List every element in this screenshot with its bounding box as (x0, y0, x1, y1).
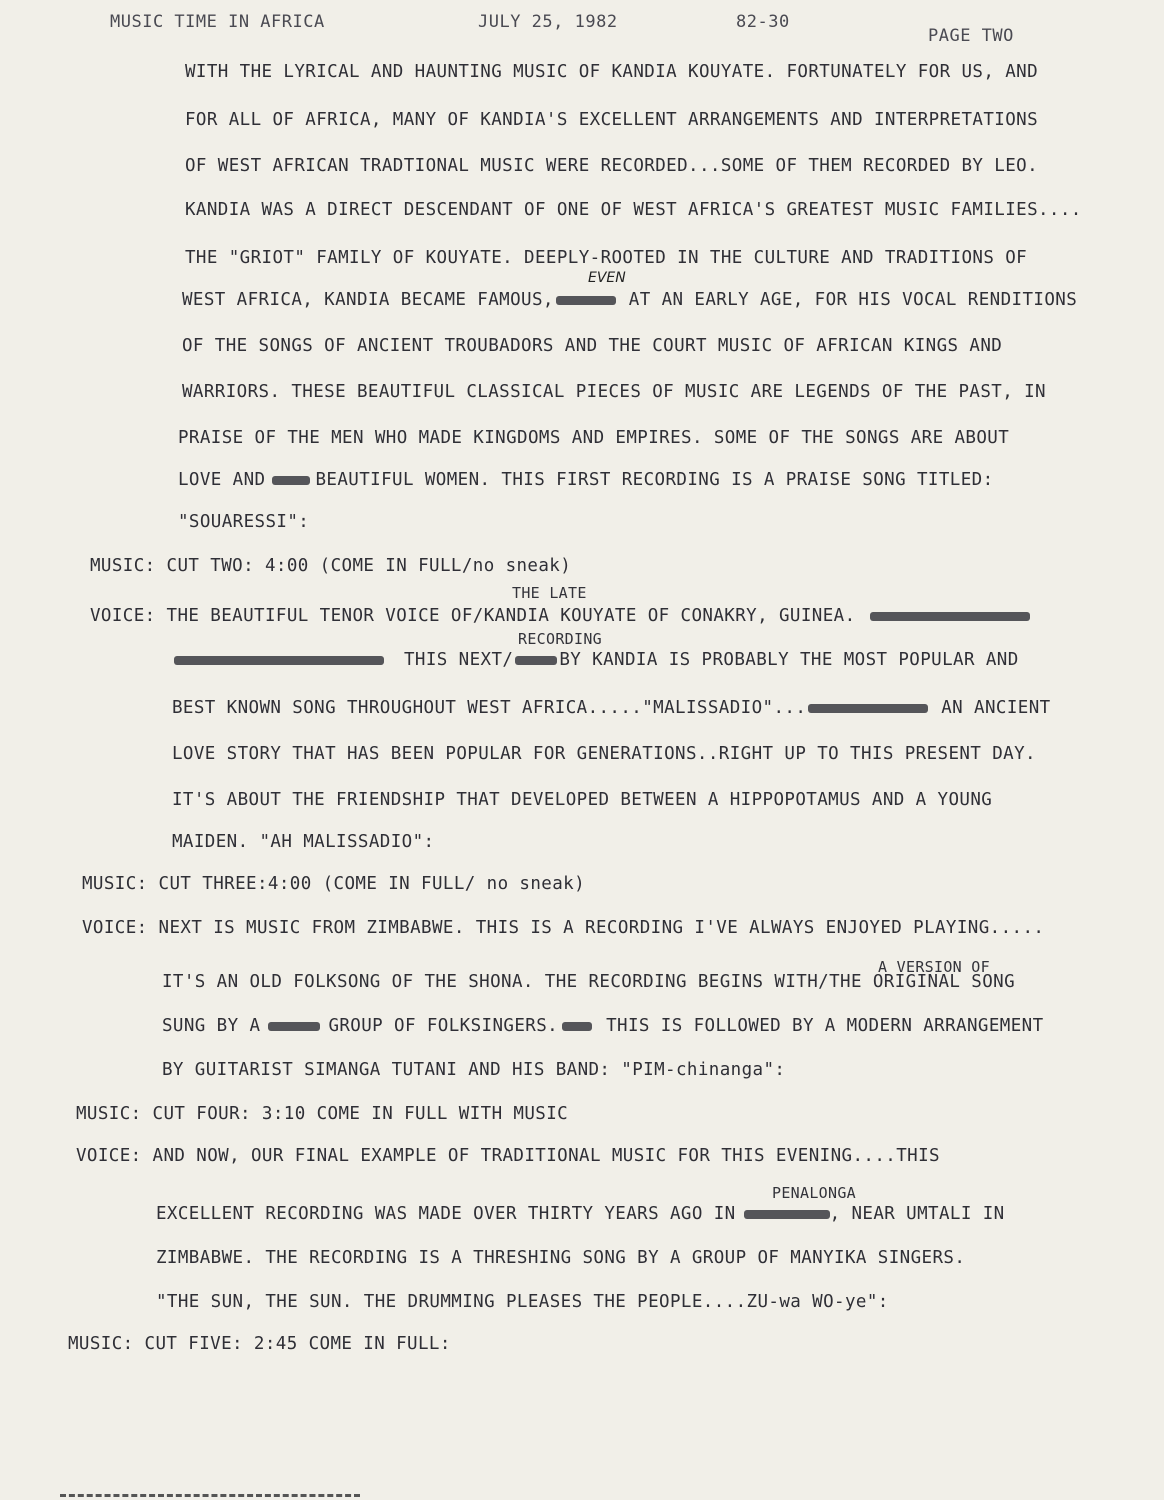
typed-insertion: RECORDING (518, 630, 602, 648)
text-segment: BEST KNOWN SONG THROUGHOUT WEST AFRICA....."MALISSADIO"... (172, 698, 807, 718)
redaction-mark (556, 296, 616, 305)
text-line (182, 290, 1077, 310)
text-line (162, 1016, 1044, 1036)
text-line: THE "GRIOT" FAMILY OF KOUYATE. DEEPLY-ROOTED IN THE CULTURE AND TRADITIONS OF (185, 248, 1028, 268)
header-page: PAGE TWO (928, 26, 1014, 46)
redaction-mark (515, 656, 557, 665)
text-line: BY GUITARIST SIMANGA TUTANI AND HIS BAND: "PIM-chinanga": (162, 1060, 786, 1080)
text-segment: AN ANCIENT (941, 698, 1051, 718)
text-segment: LOVE AND (178, 470, 266, 490)
text-segment: , NEAR UMTALI IN (829, 1204, 1005, 1224)
text-segment: THIS NEXT/ (404, 650, 514, 670)
text-line: VOICE: AND NOW, OUR FINAL EXAMPLE OF TRADITIONAL MUSIC FOR THIS EVENING....THIS (76, 1146, 940, 1166)
text-line (90, 606, 1032, 626)
text-line: IT'S ABOUT THE FRIENDSHIP THAT DEVELOPED BETWEEN A HIPPOPOTAMUS AND A YOUNG (172, 790, 993, 810)
text-segment: SUNG BY A (162, 1016, 261, 1036)
text-line: KANDIA WAS A DIRECT DESCENDANT OF ONE OF WEST AFRICA'S GREATEST MUSIC FAMILIES.... (185, 200, 1082, 220)
text-line: MUSIC: CUT THREE:4:00 (COME IN FULL/ no sneak) (82, 874, 586, 894)
header-number: 82-30 (736, 12, 790, 32)
text-line: MUSIC: CUT TWO: 4:00 (COME IN FULL/no sneak) (90, 556, 572, 576)
text-line: PRAISE OF THE MEN WHO MADE KINGDOMS AND EMPIRES. SOME OF THE SONGS ARE ABOUT (178, 428, 1010, 448)
text-segment: BY KANDIA IS PROBABLY THE MOST POPULAR AND (559, 650, 1019, 670)
page-edge-dashes (60, 1494, 360, 1500)
header-date: JULY 25, 1982 (478, 12, 618, 32)
text-line: OF WEST AFRICAN TRADTIONAL MUSIC WERE RECORDED...SOME OF THEM RECORDED BY LEO. (185, 156, 1038, 176)
typed-insertion: THE LATE (512, 584, 587, 602)
text-line: LOVE STORY THAT HAS BEEN POPULAR FOR GENERATIONS..RIGHT UP TO THIS PRESENT DAY. (172, 744, 1036, 764)
text-segment: VOICE: THE BEAUTIFUL TENOR VOICE OF/KANDIA KOUYATE OF CONAKRY, GUINEA. (90, 606, 856, 626)
redaction-mark (272, 476, 310, 485)
text-line (156, 1204, 1005, 1224)
text-line: IT'S AN OLD FOLKSONG OF THE SHONA. THE RECORDING BEGINS WITH/THE ORIGINAL SONG (162, 972, 1015, 992)
redaction-mark (808, 704, 928, 713)
text-line: OF THE SONGS OF ANCIENT TROUBADORS AND THE COURT MUSIC OF AFRICAN KINGS AND (182, 336, 1003, 356)
text-segment: BEAUTIFUL WOMEN. THIS FIRST RECORDING IS A PRAISE SONG TITLED: (315, 470, 994, 490)
header-program: MUSIC TIME IN AFRICA (110, 12, 325, 32)
text-line: MAIDEN. "AH MALISSADIO": (172, 832, 435, 852)
redaction-mark (744, 1210, 830, 1219)
text-line: MUSIC: CUT FOUR: 3:10 COME IN FULL WITH MUSIC (76, 1104, 569, 1124)
text-line (172, 698, 1051, 718)
redaction-mark (268, 1022, 320, 1031)
text-line: WARRIORS. THESE BEAUTIFUL CLASSICAL PIECES OF MUSIC ARE LEGENDS OF THE PAST, IN (182, 382, 1046, 402)
handwritten-insertion: EVEN (588, 270, 626, 286)
text-line: FOR ALL OF AFRICA, MANY OF KANDIA'S EXCELLENT ARRANGEMENTS AND INTERPRETATIONS (185, 110, 1038, 130)
text-line: VOICE: NEXT IS MUSIC FROM ZIMBABWE. THIS IS A RECORDING I'VE ALWAYS ENJOYED PLAYING..... (82, 918, 1045, 938)
text-line: WITH THE LYRICAL AND HAUNTING MUSIC OF KANDIA KOUYATE. FORTUNATELY FOR US, AND (185, 62, 1038, 82)
text-segment: THIS IS FOLLOWED BY A MODERN ARRANGEMENT (606, 1016, 1044, 1036)
text-line: "SOUARESSI": (178, 512, 310, 532)
typed-insertion: PENALONGA (772, 1184, 856, 1202)
text-line (172, 650, 1019, 670)
redaction-mark (562, 1022, 592, 1031)
redaction-mark (174, 656, 384, 665)
text-line: ZIMBABWE. THE RECORDING IS A THRESHING SONG BY A GROUP OF MANYIKA SINGERS. (156, 1248, 966, 1268)
text-line (178, 470, 994, 490)
text-segment: AT AN EARLY AGE, FOR HIS VOCAL RENDITIONS (628, 290, 1078, 310)
text-segment: EXCELLENT RECORDING WAS MADE OVER THIRTY YEARS AGO IN (156, 1204, 736, 1224)
text-line: MUSIC: CUT FIVE: 2:45 COME IN FULL: (68, 1334, 451, 1354)
text-segment: GROUP OF FOLKSINGERS. (328, 1016, 559, 1036)
redaction-mark (870, 612, 1030, 621)
text-segment: WEST AFRICA, KANDIA BECAME FAMOUS, (182, 290, 554, 310)
typed-insertion: A VERSION OF (878, 958, 990, 976)
text-line: "THE SUN, THE SUN. THE DRUMMING PLEASES THE PEOPLE....ZU-wa WO-ye": (156, 1292, 889, 1312)
